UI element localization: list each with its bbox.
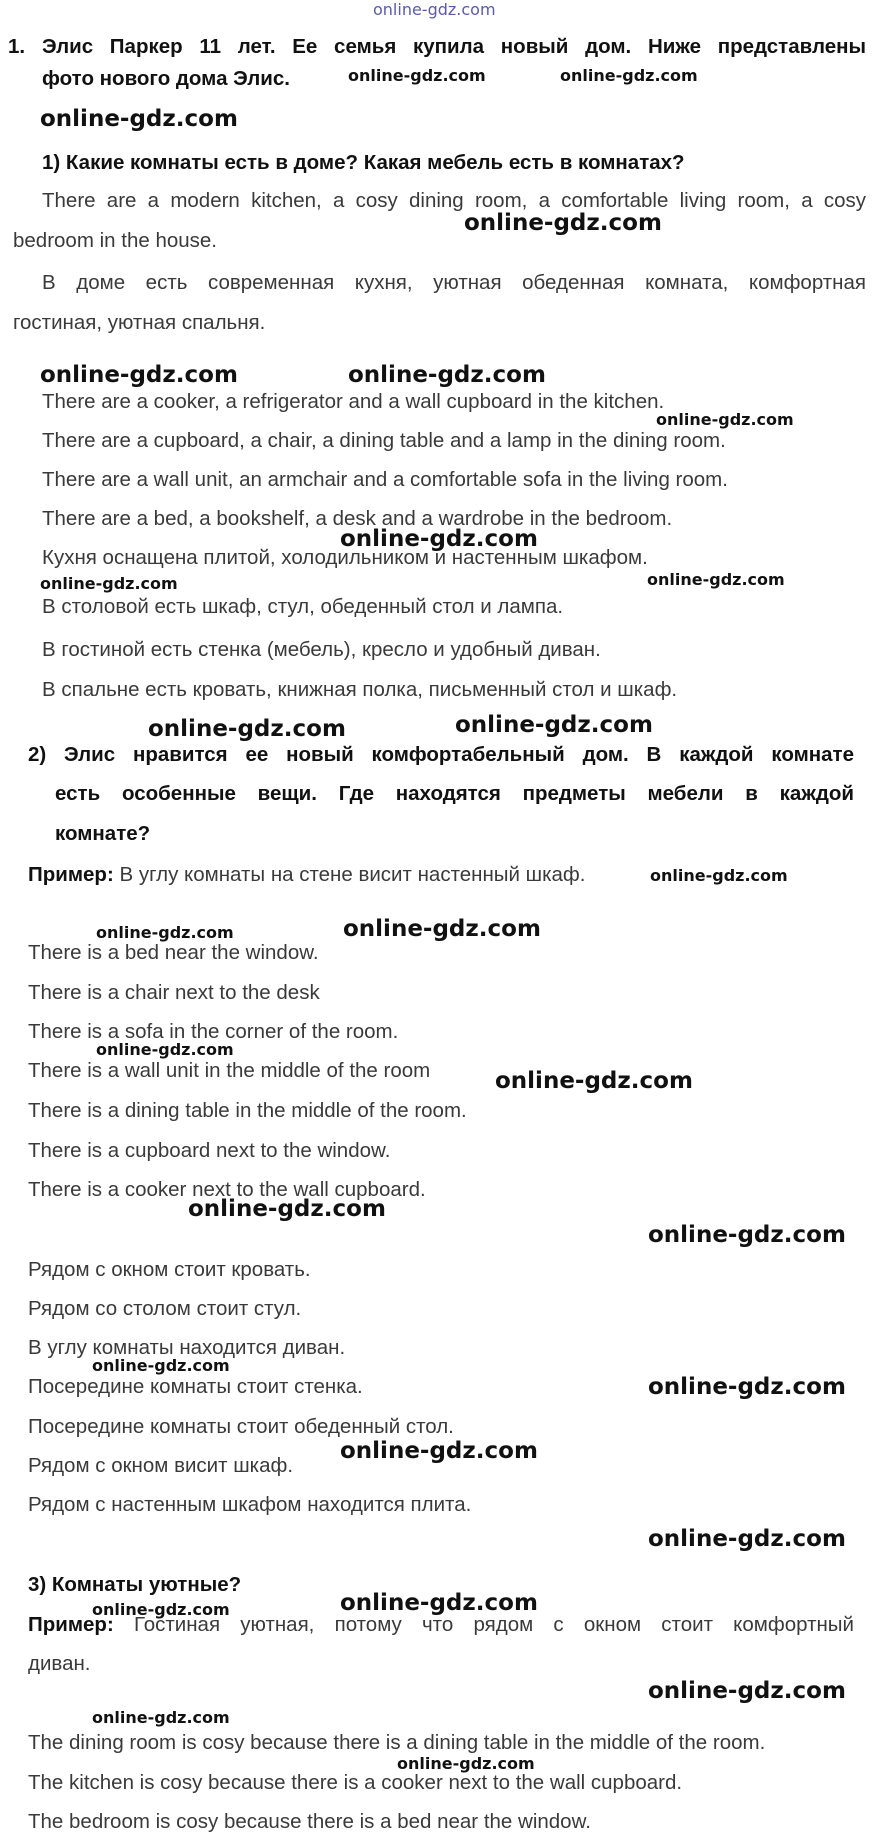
watermark: online-gdz.com — [92, 1708, 230, 1727]
watermark: online-gdz.com — [40, 574, 178, 593]
section2-ru-line: Рядом с окном стоит кровать. — [28, 1258, 311, 1281]
section2-en-line: There is a bed near the window. — [28, 941, 319, 964]
section1-en-para-line1: There are a modern kitchen, a cosy dining room, a comfortable living room, a cosy — [42, 189, 866, 212]
example-text: Гостиная уютная, потому что рядом с окном стоит комфортный — [134, 1613, 854, 1636]
watermark: online-gdz.com — [92, 1600, 230, 1619]
section2-en-line: There is a sofa in the corner of the room. — [28, 1020, 399, 1043]
section1-heading: 1) Какие комнаты есть в доме? Какая мебель есть в комнатах? — [42, 151, 685, 174]
task-number: 1. — [8, 35, 26, 58]
watermark: online-gdz.com — [96, 1040, 234, 1059]
section3-en-line: The kitchen is cosy because there is a cooker next to the wall cupboard. — [28, 1771, 683, 1794]
section1-en-line: There are a cooker, a refrigerator and a wall cupboard in the kitchen. — [42, 390, 665, 413]
section1-ru-line: Кухня оснащена плитой, холодильником и настенным шкафом. — [42, 546, 648, 569]
section1-ru-para-line1: В доме есть современная кухня, уютная обеденная комната, комфортная — [42, 271, 866, 294]
watermark: online-gdz.com — [464, 210, 662, 236]
section2-ru-line: В углу комнаты находится диван. — [28, 1336, 346, 1359]
section3-en-line: The bedroom is cosy because there is a bed near the window. — [28, 1810, 591, 1833]
watermark: online-gdz.com — [397, 1754, 535, 1773]
section2-example — [28, 862, 585, 888]
section2-heading-line1: 2) Элис нравится ее новый комфортабельный дом. В каждой комнате — [28, 743, 854, 766]
watermark: online-gdz.com — [340, 1590, 538, 1616]
task-intro-line1: Элис Паркер 11 лет. Ее семья купила новый дом. Ниже представлены — [42, 35, 866, 58]
section2-ru-line: Рядом с окном висит шкаф. — [28, 1454, 294, 1477]
section1-en-line: There are a bed, a bookshelf, a desk and a wardrobe in the bedroom. — [42, 507, 673, 530]
watermark: online-gdz.com — [560, 66, 698, 85]
section1-ru-line: В гостиной есть стенка (мебель), кресло и удобный диван. — [42, 638, 601, 661]
example-label: Пример: — [28, 863, 114, 886]
watermark: online-gdz.com — [495, 1068, 693, 1094]
section1-en-line: There are a wall unit, an armchair and a comfortable sofa in the living room. — [42, 468, 728, 491]
watermark: online-gdz.com — [40, 106, 238, 132]
watermark: online-gdz.com — [188, 1196, 386, 1222]
section1-ru-line: В столовой есть шкаф, стул, обеденный стол и лампа. — [42, 595, 564, 618]
watermark: online-gdz.com — [648, 1526, 846, 1552]
section1-en-line: There are a cupboard, a chair, a dining table and a lamp in the dining room. — [42, 429, 726, 452]
watermark: online-gdz.com — [656, 410, 794, 429]
watermark: online-gdz.com — [647, 570, 785, 589]
top-watermark: online-gdz.com — [373, 0, 496, 19]
example-label: Пример: — [28, 1613, 114, 1636]
watermark: online-gdz.com — [340, 1438, 538, 1464]
watermark: online-gdz.com — [348, 66, 486, 85]
section2-heading-line2: есть особенные вещи. Где находятся предметы мебели в каждой — [55, 782, 854, 805]
section1-en-para-line2: bedroom in the house. — [13, 229, 217, 252]
section1-ru-line: В спальне есть кровать, книжная полка, письменный стол и шкаф. — [42, 678, 678, 701]
watermark: online-gdz.com — [96, 923, 234, 942]
section2-en-line: There is a wall unit in the middle of the room — [28, 1059, 431, 1082]
section3-heading: 3) Комнаты уютные? — [28, 1573, 242, 1596]
section2-en-line: There is a chair next to the desk — [28, 981, 320, 1004]
section3-example-line2: диван. — [28, 1652, 91, 1675]
watermark: online-gdz.com — [148, 716, 346, 742]
section2-ru-line: Посередине комнаты стоит стенка. — [28, 1375, 363, 1398]
section2-en-line: There is a cupboard next to the window. — [28, 1139, 391, 1162]
section1-ru-para-line2: гостиная, уютная спальня. — [13, 311, 266, 334]
section2-heading-line3: комнате? — [55, 822, 151, 845]
section2-ru-line: Рядом с настенным шкафом находится плита. — [28, 1493, 472, 1516]
section2-ru-line: Рядом со столом стоит стул. — [28, 1297, 302, 1320]
example-text: В углу комнаты на стене висит настенный шкаф. — [119, 863, 586, 886]
watermark: online-gdz.com — [650, 866, 788, 885]
watermark: online-gdz.com — [40, 362, 238, 388]
task-intro-line2: фото нового дома Элис. — [42, 67, 290, 90]
section3-en-line: The dining room is cosy because there is a dining table in the middle of the room. — [28, 1731, 766, 1754]
watermark: online-gdz.com — [648, 1222, 846, 1248]
watermark: online-gdz.com — [92, 1356, 230, 1375]
section2-ru-line: Посередине комнаты стоит обеденный стол. — [28, 1415, 454, 1438]
watermark: online-gdz.com — [348, 362, 546, 388]
section2-en-line: There is a dining table in the middle of the room. — [28, 1099, 467, 1122]
watermark: online-gdz.com — [455, 712, 653, 738]
watermark: online-gdz.com — [343, 916, 541, 942]
watermark: online-gdz.com — [648, 1374, 846, 1400]
watermark: online-gdz.com — [340, 526, 538, 552]
watermark: online-gdz.com — [648, 1678, 846, 1704]
section2-en-line: There is a cooker next to the wall cupboard. — [28, 1178, 426, 1201]
